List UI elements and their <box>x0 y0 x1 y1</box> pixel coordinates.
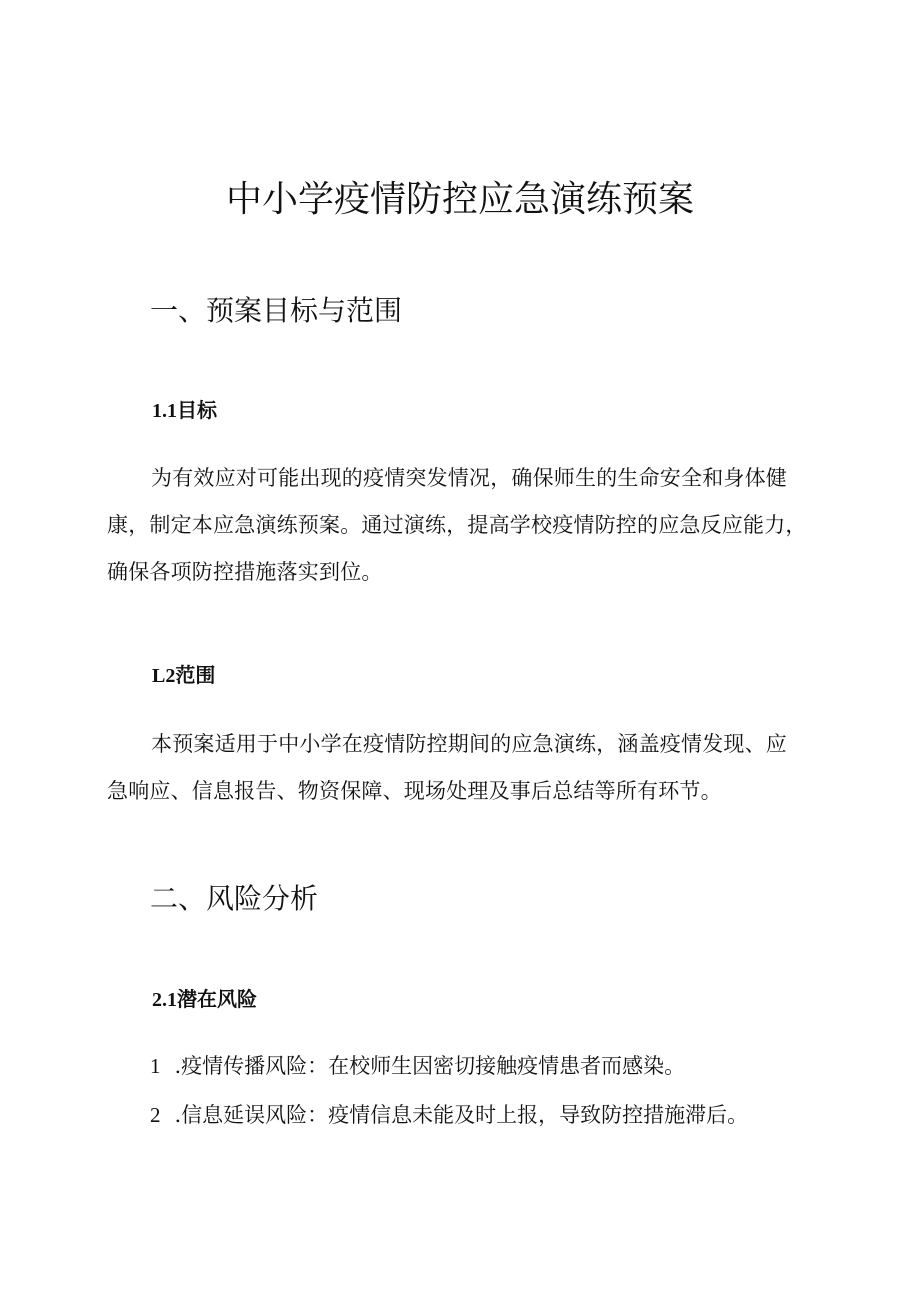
subsection-heading-1-1: 1.1目标 <box>152 400 217 422</box>
section-heading-2: 二、风险分析 <box>150 882 319 915</box>
list-item <box>150 1101 748 1129</box>
list-item-text: .信息延误风险：疫情信息未能及时上报，导致防控措施滞后。 <box>174 1103 749 1127</box>
list-item-number: 1 <box>150 1054 161 1078</box>
list-item-number: 2 <box>150 1103 161 1127</box>
subsection-heading-2-1: 2.1潜在风险 <box>152 989 257 1011</box>
paragraph-goal: 为有效应对可能出现的疫情突发情况，确保师生的生命安全和身体健康，制定本应急演练预案。通过演练，提高学校疫情防控的应急反应能力，确保各项防控措施落实到位。 <box>107 466 807 584</box>
list-item <box>150 1052 685 1080</box>
section-heading-1: 一、预案目标与范围 <box>150 294 403 327</box>
subsection-heading-1-2: L2范围 <box>152 665 216 687</box>
list-item-text: .疫情传播风险：在校师生因密切接触疫情患者而感染。 <box>174 1054 686 1078</box>
paragraph-scope: 本预案适用于中小学在疫情防控期间的应急演练，涵盖疫情发现、应急响应、信息报告、物资保障、现场处理及事后总结等所有环节。 <box>107 732 787 803</box>
document-title: 中小学疫情防控应急演练预案 <box>225 179 694 220</box>
